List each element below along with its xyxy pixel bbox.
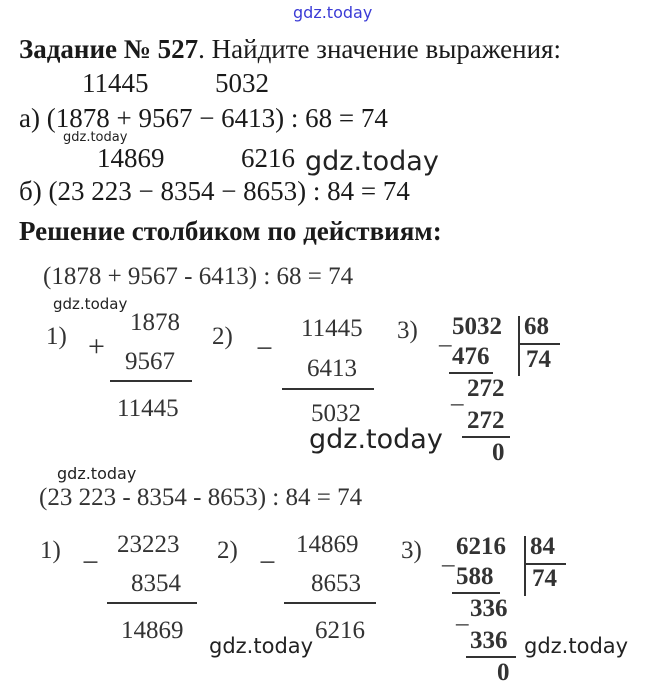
block1-step1-result: 11445 — [117, 395, 179, 422]
block2-step3-sub1: 588 — [456, 563, 494, 590]
block1-step3-bar — [518, 316, 520, 376]
task-label: Задание № 527 — [19, 34, 199, 64]
watermark-bottom-2: gdz.today — [524, 634, 629, 658]
part-b-above-1: 14869 — [97, 143, 165, 173]
block1-step3-quotient: 74 — [526, 346, 551, 373]
block1-step3-minus1: _ — [439, 322, 452, 349]
watermark-top: gdz.today — [293, 3, 373, 22]
block1-step3-line2 — [462, 436, 510, 438]
block1-step3-dividend: 5032 — [452, 313, 502, 340]
block2-step1-top: 23223 — [117, 531, 180, 558]
block1-step1-top: 1878 — [130, 309, 180, 336]
task-header — [19, 34, 561, 65]
block2-step1-result: 14869 — [121, 617, 184, 644]
block2-step2-line — [284, 602, 376, 604]
block1-step3-sub1: 476 — [452, 343, 490, 370]
part-a-above-2: 5032 — [215, 68, 269, 98]
part-a-above-1: 11445 — [82, 68, 149, 98]
block2-step3-quotient: 74 — [532, 565, 557, 592]
block1-step2-top: 11445 — [301, 315, 363, 342]
block2-step2-top: 14869 — [296, 531, 359, 558]
block1-step3-qline — [518, 343, 560, 345]
block1-step3-rem1: 272 — [467, 375, 505, 402]
block1-step1-label: 1) — [46, 323, 67, 350]
block2-step2-label: 2) — [217, 537, 238, 564]
block2-step3-sub2: 336 — [470, 627, 508, 654]
block2-step1-bottom: 8354 — [131, 570, 181, 597]
block2-step2-result: 6216 — [315, 617, 365, 644]
block2-step2-sign: − — [259, 546, 276, 579]
block2-step1-line — [107, 602, 197, 604]
watermark-small-b1: gdz.today — [53, 295, 128, 313]
block2-step3-divisor: 84 — [530, 533, 555, 560]
block1-step2-label: 2) — [212, 323, 233, 350]
watermark-large-a: gdz.today — [305, 146, 439, 177]
part-b-above-2: 6216 — [241, 143, 295, 173]
solution-heading: Решение столбиком по действиям: — [19, 216, 442, 246]
block2-step1-sign: − — [82, 546, 99, 579]
block1-expression: (1878 + 9567 - 6413) : 68 = 74 — [43, 263, 354, 290]
block1-step2-line — [282, 388, 374, 390]
part-b-expression: б) (23 223 − 8354 − 8653) : 84 = 74 — [19, 176, 410, 206]
block2-step3-minus2: _ — [456, 601, 469, 628]
block1-step2-bottom: 6413 — [307, 355, 357, 382]
block2-step3-label: 3) — [401, 537, 422, 564]
block2-step2-bottom: 8653 — [311, 570, 361, 597]
block2-expression: (23 223 - 8354 - 8653) : 84 = 74 — [39, 484, 363, 511]
block1-step3-minus2: _ — [451, 381, 464, 408]
block1-step3-line1 — [449, 372, 493, 374]
part-a-expression: а) (1878 + 9567 − 6413) : 68 = 74 — [19, 103, 388, 133]
block2-step1-label: 1) — [40, 537, 61, 564]
block1-step3-divisor: 68 — [524, 313, 549, 340]
block1-step1-bottom: 9567 — [125, 348, 175, 375]
block2-step3-dividend: 6216 — [456, 533, 506, 560]
block2-step3-line2 — [466, 656, 516, 658]
watermark-large-b1: gdz.today — [309, 424, 443, 455]
block1-step3-rem2: 0 — [492, 439, 505, 466]
block1-step1-line — [110, 380, 192, 382]
block2-step3-minus1: _ — [442, 542, 455, 569]
block1-step1-sign: + — [88, 330, 105, 363]
block2-step3-line1 — [452, 592, 500, 594]
block2-step3-rem1: 336 — [470, 595, 508, 622]
block1-step2-sign: − — [256, 332, 273, 365]
task-text: . Найдите значение выражения: — [198, 34, 561, 64]
watermark-small-a: gdz.today — [63, 130, 128, 145]
block1-step2-result: 5032 — [311, 400, 361, 427]
block1-step3-label: 3) — [397, 317, 418, 344]
watermark-small-b2: gdz.today — [57, 464, 137, 483]
block2-step3-bar — [524, 536, 526, 596]
block2-step3-rem2: 0 — [497, 659, 510, 686]
block1-step3-sub2: 272 — [467, 407, 505, 434]
watermark-bottom-1: gdz.today — [209, 634, 314, 658]
